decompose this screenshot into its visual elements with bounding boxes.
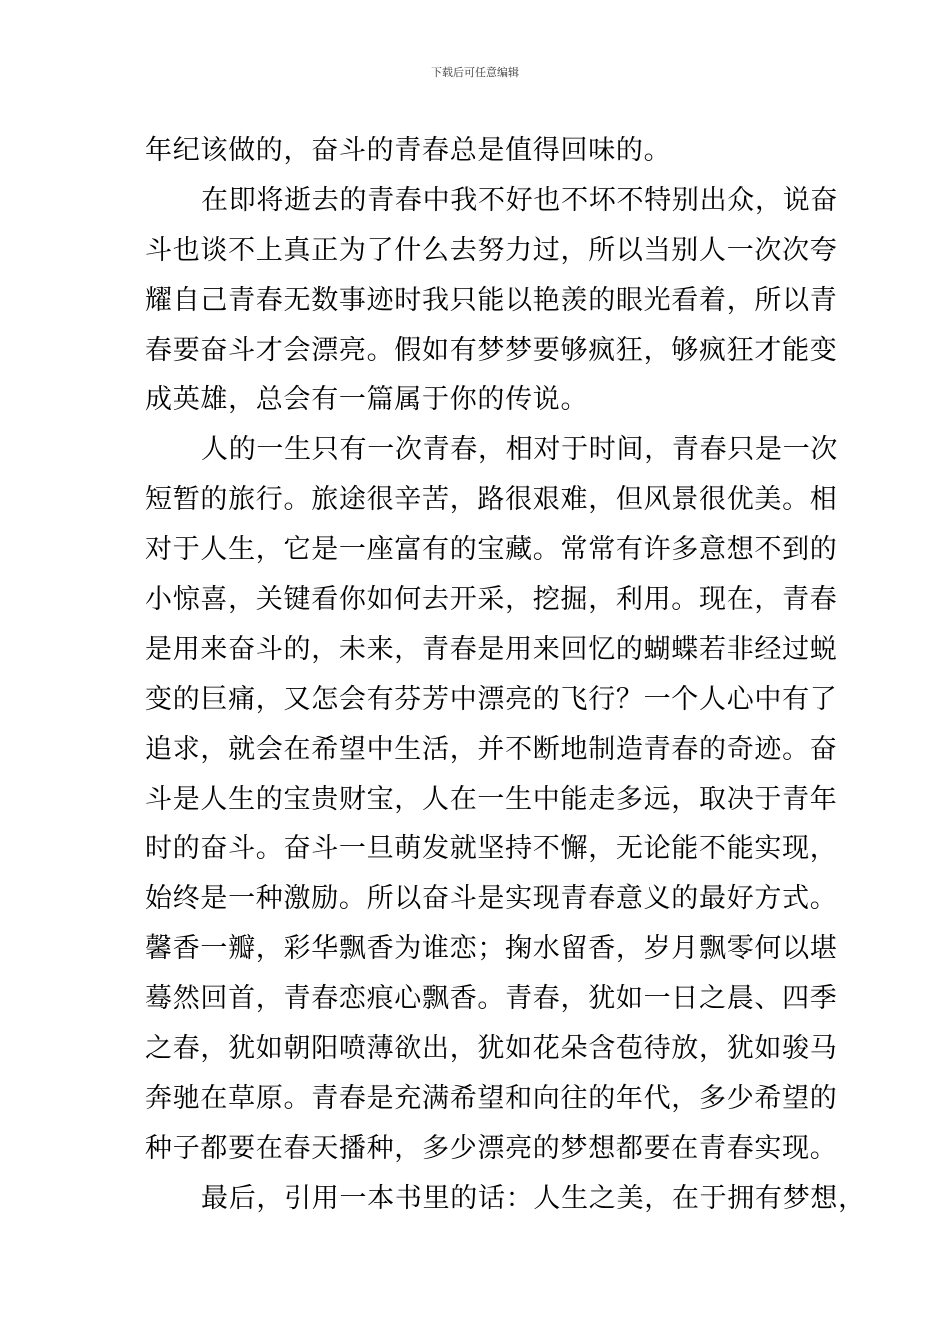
text-line: 蓦然回首，青春恋痕心飘香。青春，犹如一日之晨、四季 — [145, 983, 838, 1015]
text-line: 馨香一瓣，彩华飘香为谁恋；掬水留香，岁月飘零何以堪 — [145, 933, 838, 965]
text-line: 之春，犹如朝阳喷薄欲出，犹如花朵含苞待放，犹如骏马 — [145, 1033, 838, 1065]
text-line: 斗也谈不上真正为了什么去努力过，所以当别人一次次夸 — [145, 234, 838, 266]
text-line: 始终是一种激励。所以奋斗是实现青春意义的最好方式。 — [145, 883, 838, 915]
text-line: 时的奋斗。奋斗一旦萌发就坚持不懈，无论能不能实现， — [145, 833, 838, 865]
text-line: 是用来奋斗的，未来，青春是用来回忆的蝴蝶若非经过蜕 — [145, 633, 838, 665]
page-header: 下载后可任意编辑 — [431, 66, 519, 79]
text-line: 奔驰在草原。青春是充满希望和向往的年代，多少希望的 — [145, 1082, 838, 1114]
text-line: 最后，引用一本书里的话：人生之美，在于拥有梦想， — [201, 1182, 866, 1214]
text-line: 斗是人生的宝贵财宝，人在一生中能走多远，取决于青年 — [145, 783, 838, 815]
text-line: 春要奋斗才会漂亮。假如有梦梦要够疯狂，够疯狂才能变 — [145, 334, 838, 366]
text-line: 小惊喜，关键看你如何去开采，挖掘，利用。现在，青春 — [145, 584, 838, 616]
text-line: 种子都要在春天播种，多少漂亮的梦想都要在青春实现。 — [145, 1132, 838, 1164]
text-line: 追求，就会在希望中生活，并不断地制造青春的奇迹。奋 — [145, 733, 838, 765]
text-line: 耀自己青春无数事迹时我只能以艳羡的眼光看着，所以青 — [145, 284, 838, 316]
document-body — [145, 126, 866, 1224]
text-line: 对于人生，它是一座富有的宝藏。常常有许多意想不到的 — [145, 534, 838, 566]
text-line: 成英雄，总会有一篇属于你的传说。 — [145, 384, 589, 416]
text-line: 人的一生只有一次青春，相对于时间，青春只是一次 — [201, 434, 839, 466]
text-line: 在即将逝去的青春中我不好也不坏不特别出众，说奋 — [201, 184, 839, 216]
text-line: 短暂的旅行。旅途很辛苦，路很艰难，但风景很优美。相 — [145, 484, 838, 516]
text-line: 年纪该做的，奋斗的青春总是值得回味的。 — [145, 135, 672, 166]
text-line: 变的巨痛，又怎会有芬芳中漂亮的飞行？一个人心中有了 — [145, 683, 838, 715]
